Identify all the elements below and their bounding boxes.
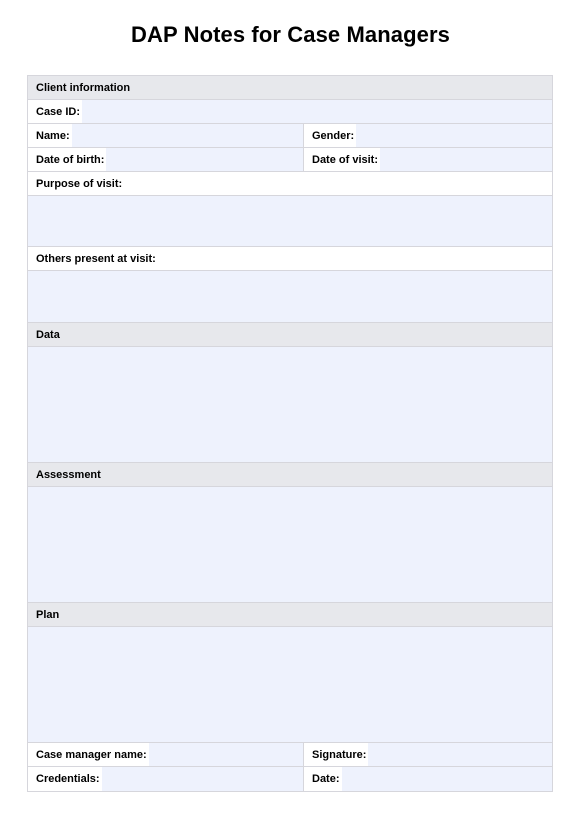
date-label: Date:	[312, 773, 340, 785]
others-present-field[interactable]	[28, 271, 552, 323]
date-field[interactable]	[342, 767, 552, 791]
others-present-row	[28, 247, 552, 271]
case-id-label: Case ID:	[36, 105, 81, 118]
assessment-label: Assessment	[36, 468, 101, 481]
page-title: DAP Notes for Case Managers	[131, 22, 450, 47]
data-field[interactable]	[28, 347, 552, 463]
assessment-field[interactable]	[28, 487, 552, 603]
case-manager-name-field[interactable]	[149, 743, 303, 766]
purpose-of-visit-field[interactable]	[28, 196, 552, 247]
dap-form	[27, 75, 553, 792]
credentials-row	[28, 767, 552, 791]
data-label: Data	[36, 328, 60, 341]
data-header	[28, 323, 552, 347]
assessment-header	[28, 463, 552, 487]
plan-header	[28, 603, 552, 627]
case-manager-name-label: Case manager name:	[36, 748, 147, 761]
purpose-of-visit-label: Purpose of visit:	[36, 177, 123, 190]
signature-label: Signature:	[312, 748, 367, 761]
gender-field[interactable]	[356, 124, 552, 147]
plan-label: Plan	[36, 608, 60, 621]
plan-field[interactable]	[28, 627, 552, 743]
credentials-field[interactable]	[102, 767, 303, 791]
name-label: Name:	[36, 129, 70, 142]
date-of-birth-field[interactable]	[106, 148, 303, 171]
date-of-visit-field[interactable]	[380, 148, 552, 171]
signature-field[interactable]	[368, 743, 552, 766]
date-of-birth-label: Date of birth:	[36, 153, 105, 166]
name-gender-row	[28, 124, 552, 148]
others-present-label: Others present at visit:	[36, 252, 156, 265]
client-information-label: Client information	[36, 81, 131, 94]
name-field[interactable]	[72, 124, 303, 147]
case-manager-row	[28, 743, 552, 767]
case-id-field[interactable]	[82, 100, 552, 123]
dates-row	[28, 148, 552, 172]
date-of-visit-label: Date of visit:	[312, 153, 379, 166]
client-information-header	[28, 76, 552, 100]
credentials-label: Credentials:	[36, 773, 100, 785]
case-id-row	[28, 100, 552, 124]
gender-label: Gender:	[312, 129, 355, 142]
purpose-of-visit-row	[28, 172, 552, 196]
